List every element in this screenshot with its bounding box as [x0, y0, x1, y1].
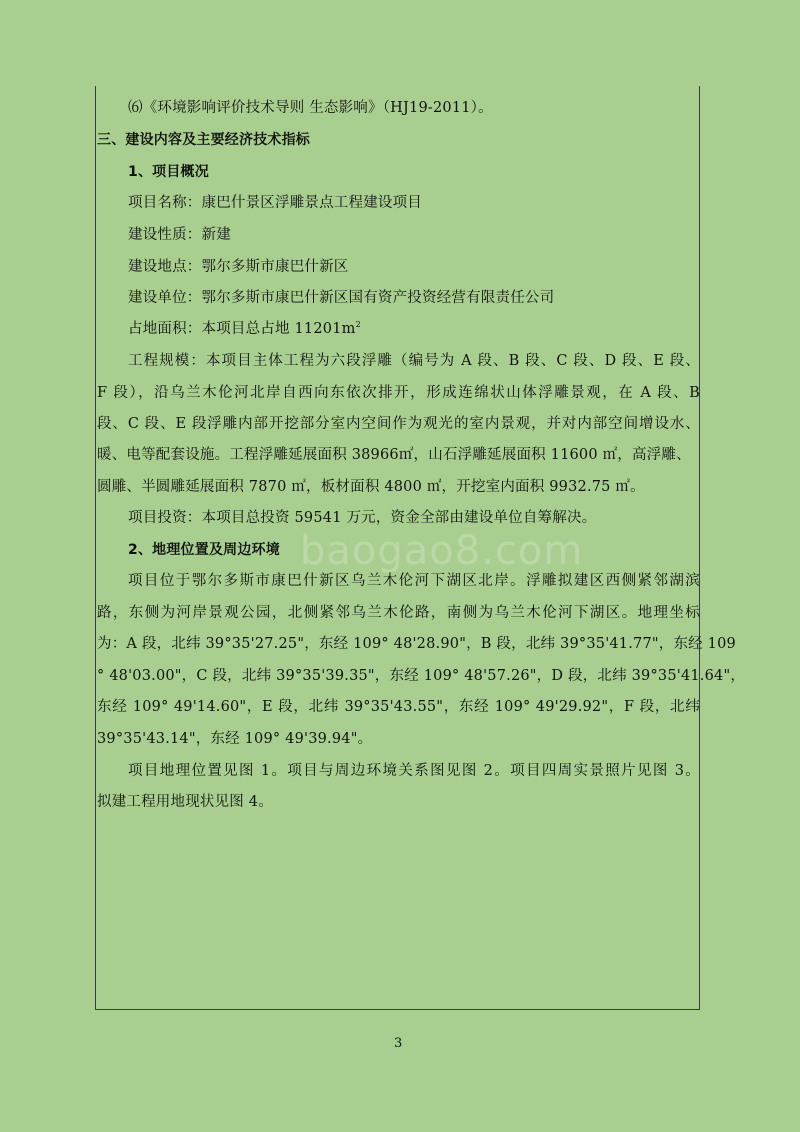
construction-unit: 建设单位：鄂尔多斯市康巴什新区国有资产投资经营有限责任公司 — [128, 290, 555, 306]
construction-nature: 建设性质：新建 — [128, 227, 231, 243]
construction-location: 建设地点：鄂尔多斯市康巴什新区 — [128, 259, 349, 275]
scale-line-3: 段、C 段、E 段浮雕内部开挖部分室内空间作为观光的室内景观，并对内部空间增设水、 — [97, 416, 700, 432]
scale-line-2: F 段），沿乌兰木伦河北岸自西向东依次排开，形成连绵状山体浮雕景观，在 A 段、B — [97, 385, 700, 401]
subsection-heading-1: 1、项目概况 — [128, 164, 209, 180]
page-number: 3 — [394, 1036, 403, 1051]
location-line-1: 项目位于鄂尔多斯市康巴什新区乌兰木伦河下湖区北岸。浮雕拟建区西侧紧邻湖滨 — [128, 573, 700, 589]
location-line-3: 为：A 段，北纬 39°35'27.25"，东经 109° 48'28.90"，B 段，北纬 39°35'41.77"，东经 109 — [97, 636, 736, 652]
watermark: baogao8.com — [300, 528, 584, 574]
project-investment: 项目投资：本项目总投资 59541 万元，资金全部由建设单位自筹解决。 — [128, 510, 597, 526]
figure-reference-line-1: 项目地理位置见图 1。项目与周边环境关系图见图 2。项目四周实景照片见图 3。 — [128, 763, 700, 779]
location-line-5: 东经 109° 49'14.60"，E 段，北纬 39°35'43.55"，东经 109° 49'29.92"，F 段，北纬 — [97, 699, 700, 715]
land-area: 占地面积：本项目总占地 $11201m^2$ — [128, 320, 361, 337]
figure-reference-line-2: 拟建工程用地现状见图 4。 — [97, 794, 273, 810]
scale-line-4: 暖、电等配套设施。工程浮雕延展面积 38966㎡，山石浮雕延展面积 11600 ㎡，高浮雕、 — [97, 447, 691, 463]
location-line-6: 39°35'43.14"，东经 109° 49'39.94"。 — [97, 731, 373, 747]
location-line-2: 路，东侧为河岸景观公园，北侧紧邻乌兰木伦路，南侧为乌兰木伦河下湖区。地理坐标 — [97, 605, 700, 621]
scale-line-5: 圆雕、半圆雕延展面积 7870 ㎡，板材面积 4800 ㎡，开挖室内面积 9932.75 ㎡。 — [97, 479, 645, 495]
location-line-4: ° 48'03.00"，C 段，北纬 39°35'39.35"，东经 109° 48'57.26"，D 段，北纬 39°35'41.64"， — [97, 668, 746, 684]
reference-item-6: ⑹《环境影响评价技术导则 生态影响》（HJ19-2011）。 — [128, 100, 493, 116]
project-name: 项目名称：康巴什景区浮雕景点工程建设项目 — [128, 195, 422, 211]
section-heading-3: 三、建设内容及主要经济技术指标 — [97, 132, 310, 148]
subsection-heading-2: 2、地理位置及周边环境 — [128, 542, 280, 558]
scale-line-1: 工程规模：本项目主体工程为六段浮雕（编号为 A 段、B 段、C 段、D 段、E 段、 — [128, 353, 700, 369]
